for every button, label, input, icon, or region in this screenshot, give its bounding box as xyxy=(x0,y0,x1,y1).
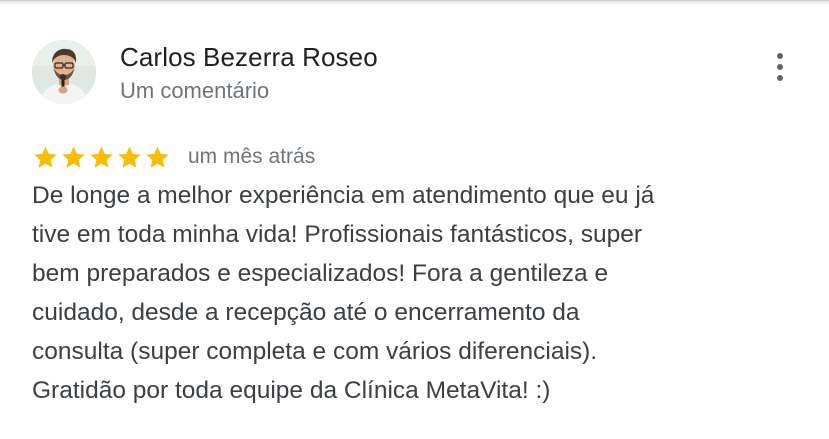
profile-photo-icon xyxy=(32,40,96,104)
review-text-line: cuidado, desde a recepção até o encerramento da xyxy=(32,299,580,326)
rating-row xyxy=(32,142,315,172)
review-text-line: tive em toda minha vida! Profissionais fantásticos, super xyxy=(32,221,643,248)
star-icon xyxy=(144,144,171,171)
star-icon xyxy=(60,144,87,171)
review-text-line: consulta (super completa e com vários diferenciais). xyxy=(32,338,598,365)
more-vert-icon xyxy=(777,64,783,70)
star-icon xyxy=(88,144,115,171)
review-text-line: De longe a melhor experiência em atendimento que eu já xyxy=(32,182,655,209)
star-icon xyxy=(116,144,143,171)
author-review-count: Um comentário xyxy=(120,78,270,103)
review-date: um mês atrás xyxy=(188,145,316,168)
review-text-line: Gratidão por toda equipe da Clínica MetaVita! :) xyxy=(32,377,551,404)
more-vert-icon xyxy=(777,75,783,81)
author-name[interactable]: Carlos Bezerra Roseo xyxy=(120,42,378,72)
top-divider xyxy=(0,0,829,1)
avatar[interactable] xyxy=(32,40,96,104)
more-options-button[interactable] xyxy=(766,49,794,85)
review-text-line: bem preparados e especializados! Fora a gentileza e xyxy=(32,260,609,287)
star-icon xyxy=(32,144,59,171)
review-text xyxy=(32,176,792,410)
star-rating xyxy=(32,144,171,171)
more-vert-icon xyxy=(777,53,783,59)
